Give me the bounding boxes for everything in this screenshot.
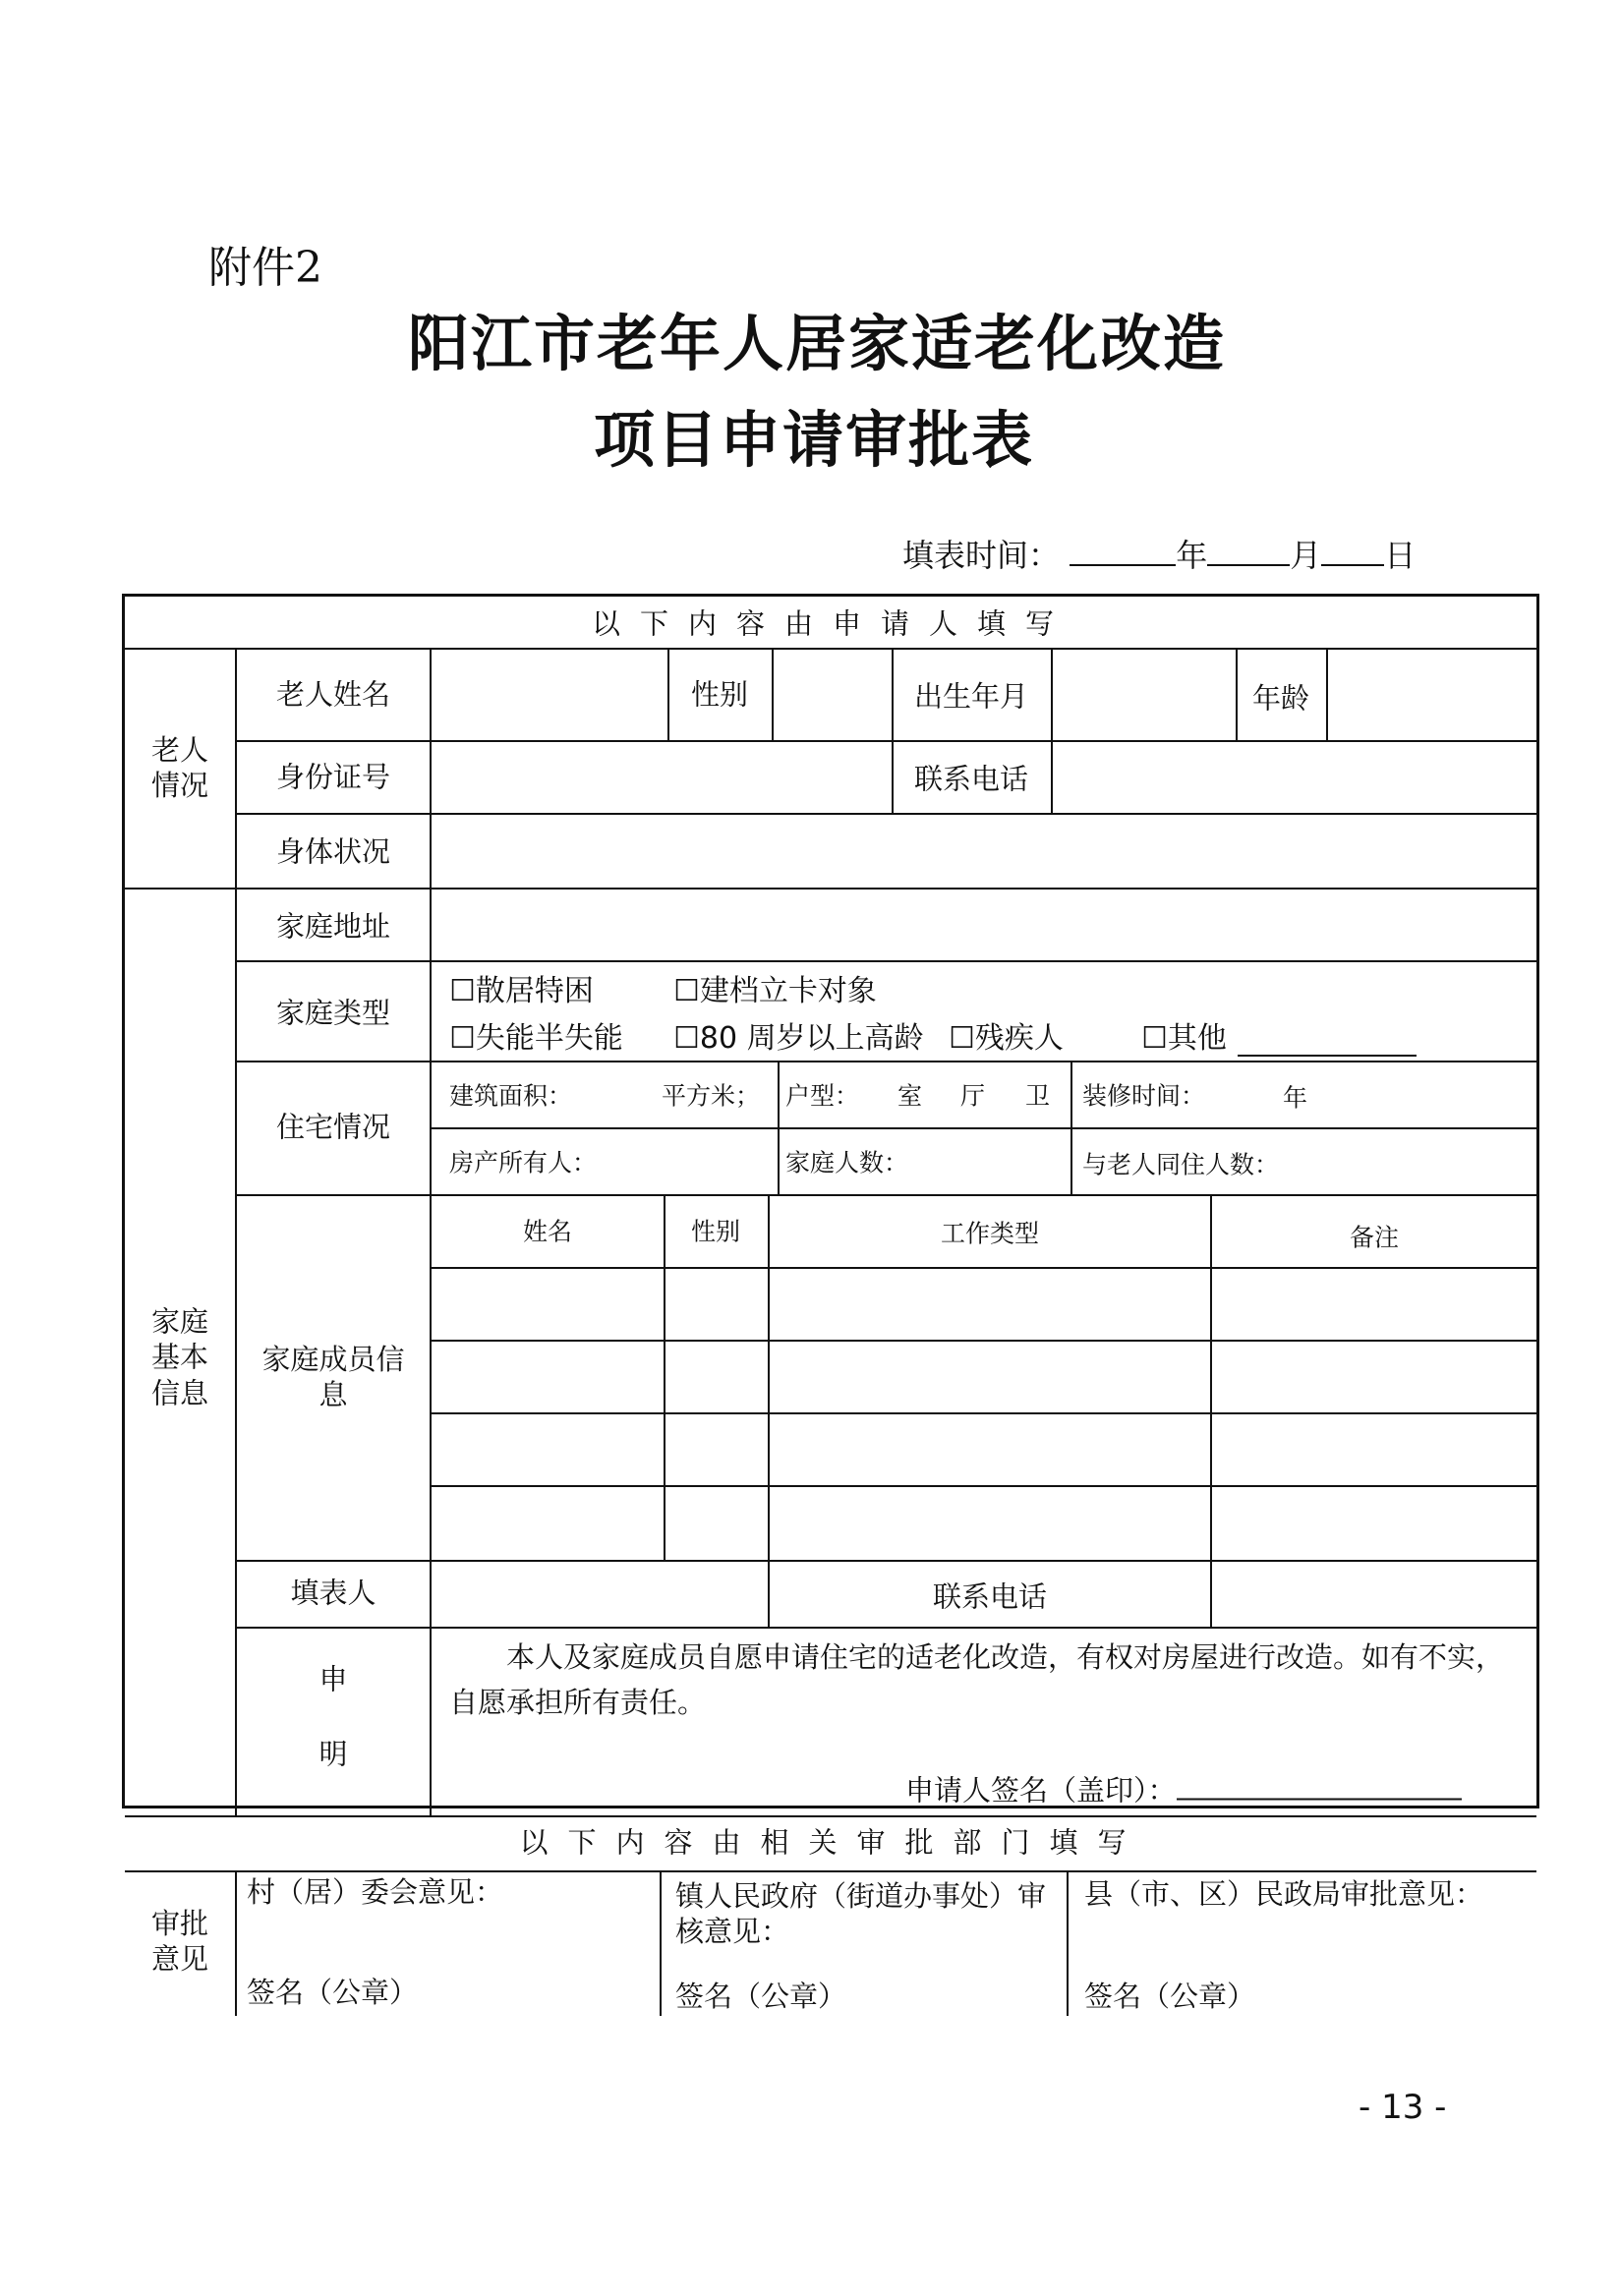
option-disabled-care[interactable]: ☐失能半失能 [449, 1021, 623, 1056]
elder-birth-label: 出生年月 [913, 679, 1029, 714]
application-form-table [122, 594, 1539, 2013]
rule [125, 1870, 1536, 1872]
rule [237, 1194, 1536, 1196]
section-header-applicant: 以下内容由申请人填写 [591, 606, 1074, 641]
filler-phone-label: 联系电话 [932, 1579, 1048, 1614]
fill-date-label: 填表时间： [902, 537, 1061, 574]
signature-blank[interactable] [1177, 1771, 1462, 1801]
hall-label: 厅 [960, 1081, 986, 1111]
other-blank-line[interactable] [1238, 1055, 1417, 1057]
rule [1236, 648, 1238, 740]
members-header-name: 姓名 [522, 1217, 573, 1246]
members-label: 家庭成员信息 [261, 1342, 405, 1411]
approval-group-label: 审批意见 [150, 1906, 208, 1976]
section-header-approval: 以下内容由相关审批部门填写 [519, 1825, 1146, 1860]
rule [768, 1194, 770, 1627]
month-blank[interactable] [1207, 537, 1290, 566]
statement-text: 本人及家庭成员自愿申请住宅的适老化改造，有权对房屋进行改造。如有不实，自愿承担所有责任。 [449, 1640, 1505, 1719]
rule [125, 648, 1536, 650]
option-other[interactable]: ☐其他 [1141, 1021, 1227, 1056]
renovation-label: 装修时间： [1082, 1081, 1206, 1111]
rule [432, 1127, 1536, 1129]
rule [660, 1870, 662, 2016]
attachment-label: 附件2 [208, 243, 322, 293]
village-sign-label: 签名（公章） [247, 1976, 419, 2009]
filler-label: 填表人 [290, 1576, 376, 1610]
rule [235, 648, 237, 1815]
day-blank[interactable] [1321, 537, 1384, 566]
rule [237, 740, 1536, 742]
rule [772, 648, 774, 740]
members-header-gender: 性别 [690, 1217, 741, 1246]
rule [432, 1412, 1536, 1414]
rule [237, 1627, 1536, 1629]
elder-phone-label: 联系电话 [913, 762, 1029, 796]
elder-health-label: 身体状况 [275, 834, 391, 869]
rule [667, 648, 669, 740]
signature-line [905, 1771, 1462, 1806]
rule [1051, 648, 1053, 813]
option-scattered-poverty[interactable]: ☐散居特困 [449, 974, 594, 1008]
town-sign-label: 签名（公章） [675, 1980, 847, 2013]
elder-name-label: 老人姓名 [275, 677, 391, 712]
rule [237, 813, 1536, 815]
rule [125, 1815, 1536, 1817]
family-address-label: 家庭地址 [275, 909, 391, 944]
bath-label: 卫 [1025, 1081, 1051, 1111]
rule [778, 1061, 780, 1194]
rule [432, 1267, 1536, 1269]
rule [664, 1194, 665, 1560]
rule [237, 1560, 1536, 1562]
option-over-80[interactable]: ☐80 周岁以上高龄 [673, 1021, 924, 1056]
rule [1070, 1061, 1072, 1194]
page-number: - 13 - [1359, 2088, 1447, 2127]
statement-label-2: 明 [318, 1737, 348, 1771]
layout-label: 户型： [785, 1081, 860, 1111]
cohabit-label: 与老人同住人数： [1082, 1150, 1280, 1179]
area-label: 建筑面积： [449, 1081, 573, 1111]
rule [892, 648, 894, 813]
year-label: 年 [1176, 537, 1208, 574]
household-size-label: 家庭人数： [785, 1148, 909, 1177]
fill-date-line [902, 531, 1416, 576]
elder-group-label: 老人情况 [150, 732, 208, 802]
year-blank[interactable] [1070, 537, 1176, 566]
rule [1067, 1870, 1069, 2016]
town-opinion-label: 镇人民政府（街道办事处）审核意见： [675, 1879, 1047, 1949]
statement-label-1: 申 [318, 1662, 348, 1696]
document-title-line-2: 项目申请审批表 [593, 404, 1034, 476]
county-opinion-label: 县（市、区）民政局审批意见： [1084, 1877, 1484, 1911]
elder-gender-label: 性别 [690, 677, 749, 712]
elder-id-label: 身份证号 [275, 760, 391, 794]
option-registered-poor[interactable]: ☐建档立卡对象 [673, 974, 877, 1008]
housing-label: 住宅情况 [275, 1110, 391, 1144]
renovation-unit: 年 [1283, 1083, 1308, 1113]
village-opinion-label: 村（居）委会意见： [247, 1875, 504, 1909]
rule [432, 1485, 1536, 1487]
members-header-notes: 备注 [1349, 1223, 1400, 1252]
day-label: 日 [1384, 537, 1417, 574]
option-disabled-person[interactable]: ☐残疾人 [949, 1021, 1064, 1056]
month-label: 月 [1290, 537, 1322, 574]
county-sign-label: 签名（公章） [1084, 1980, 1256, 2013]
members-header-job: 工作类型 [940, 1219, 1040, 1248]
rule [1326, 648, 1328, 740]
document-title-line-1: 阳江市老年人居家适老化改造 [407, 308, 1226, 379]
rule [430, 648, 432, 1815]
signature-label: 申请人签名（盖印）： [905, 1773, 1177, 1808]
rule [1210, 1194, 1212, 1627]
rule [432, 1340, 1536, 1342]
rule [125, 888, 1536, 890]
rule [237, 960, 1536, 962]
rule [237, 1061, 1536, 1062]
owner-label: 房产所有人： [449, 1148, 598, 1177]
family-group-label: 家庭基本信息 [150, 1304, 208, 1410]
elder-age-label: 年龄 [1251, 681, 1310, 716]
room-label: 室 [897, 1081, 923, 1111]
area-unit: 平方米； [662, 1081, 761, 1111]
family-type-label: 家庭类型 [275, 996, 391, 1030]
rule [235, 1870, 237, 2016]
